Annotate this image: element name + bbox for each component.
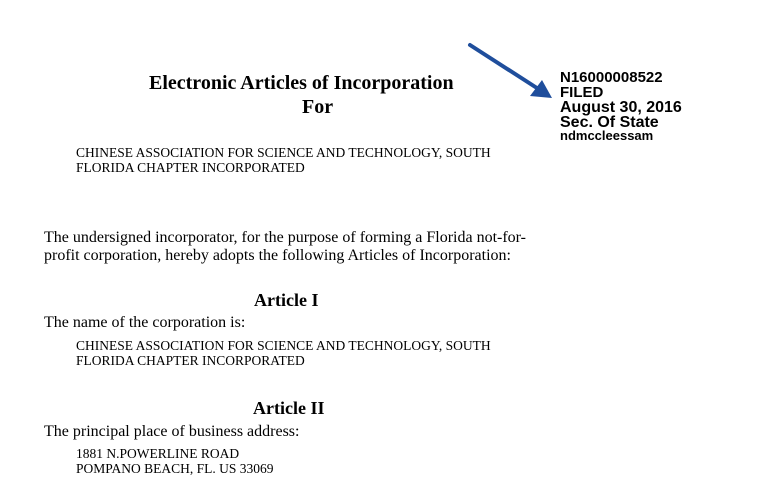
intro-line: The undersigned incorporator, for the purpose of forming a Florida not-for- bbox=[44, 229, 527, 246]
corporation-name-block bbox=[76, 145, 491, 175]
intro-paragraph bbox=[44, 229, 526, 265]
filing-document-number: N16000008522 bbox=[560, 69, 663, 86]
filing-office: Sec. Of State bbox=[560, 114, 659, 131]
article-2-text: The principal place of business address: bbox=[44, 423, 300, 440]
intro-line: profit corporation, hereby adopts the following Articles of Incorporation: bbox=[44, 247, 511, 264]
article-1-heading: Article I bbox=[254, 290, 319, 310]
document-title-for: For bbox=[302, 96, 334, 118]
corporation-name-line: FLORIDA CHAPTER INCORPORATED bbox=[76, 160, 305, 175]
article-1-text: The name of the corporation is: bbox=[44, 314, 246, 331]
filing-user: ndmccleessam bbox=[560, 128, 654, 143]
corporation-name-line: CHINESE ASSOCIATION FOR SCIENCE AND TECHNOLOGY, SOUTH bbox=[76, 145, 491, 160]
corporation-name-line: FLORIDA CHAPTER INCORPORATED bbox=[76, 353, 305, 368]
address-line: POMPANO BEACH, FL. US 33069 bbox=[76, 461, 274, 476]
article-2-heading: Article II bbox=[253, 398, 325, 418]
filing-date: August 30, 2016 bbox=[560, 99, 682, 116]
principal-address bbox=[76, 446, 274, 476]
arrow-down-right-icon bbox=[460, 40, 560, 100]
corporation-name-line: CHINESE ASSOCIATION FOR SCIENCE AND TECHNOLOGY, SOUTH bbox=[76, 338, 491, 353]
article-1-corporation-name bbox=[76, 338, 491, 368]
address-line: 1881 N.POWERLINE ROAD bbox=[76, 446, 240, 461]
document-title: Electronic Articles of Incorporation bbox=[149, 72, 454, 94]
filing-status: FILED bbox=[560, 84, 604, 101]
